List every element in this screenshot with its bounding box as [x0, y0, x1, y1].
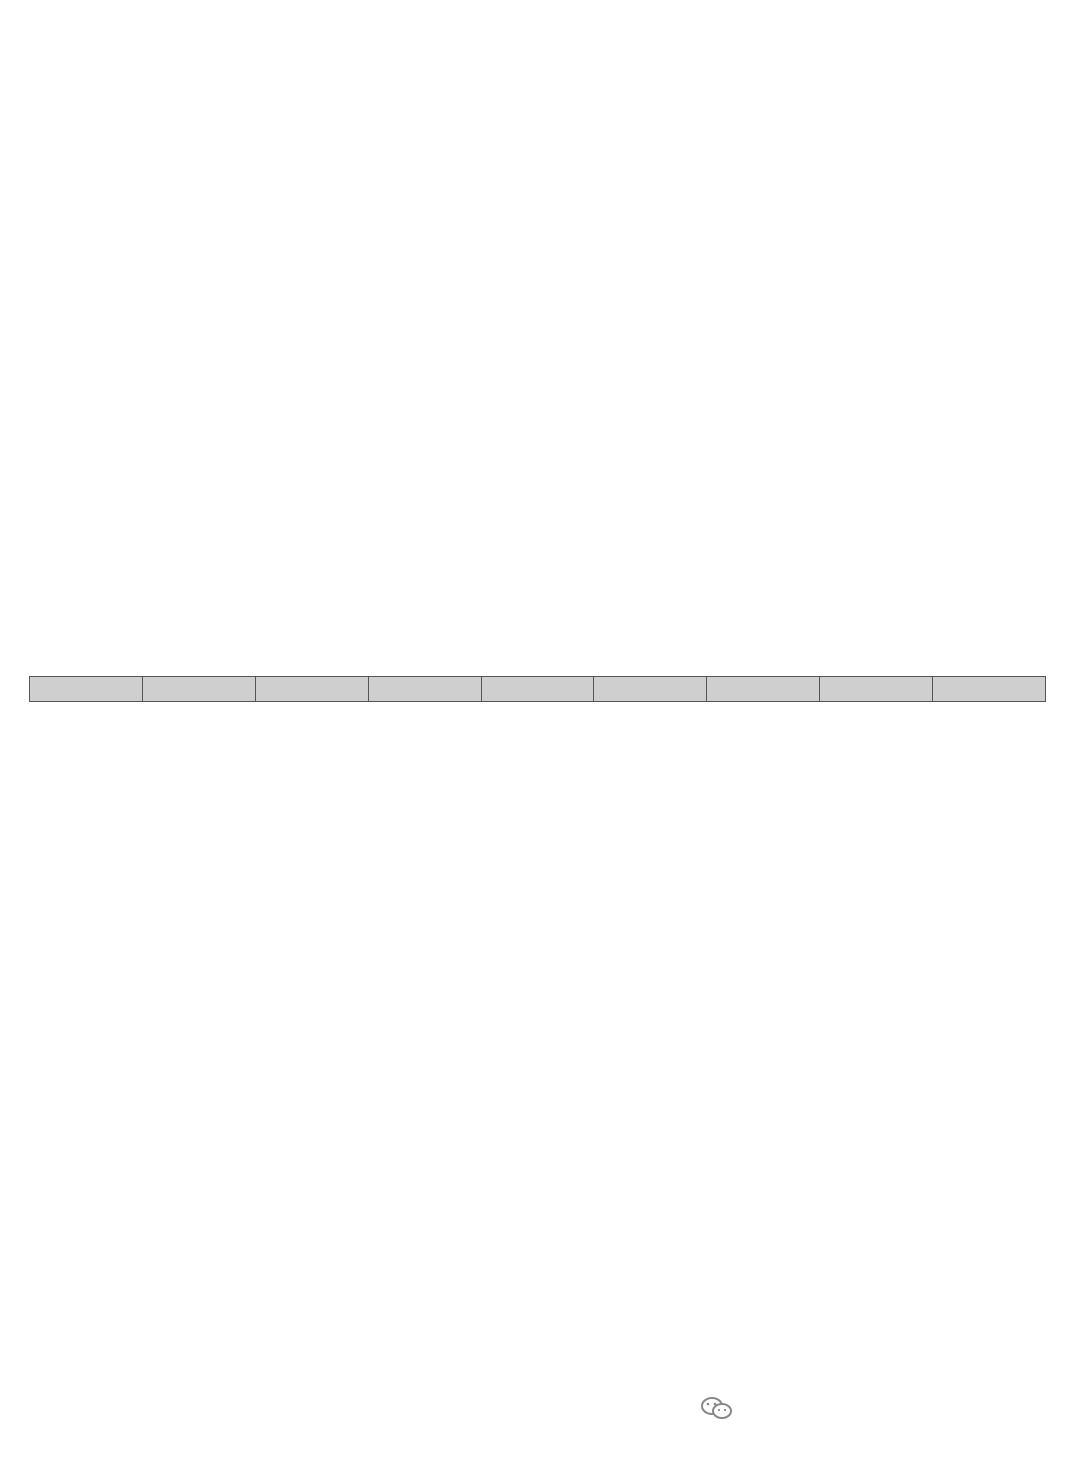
wechat-icon [700, 1396, 734, 1420]
footer-brand [700, 1394, 740, 1420]
